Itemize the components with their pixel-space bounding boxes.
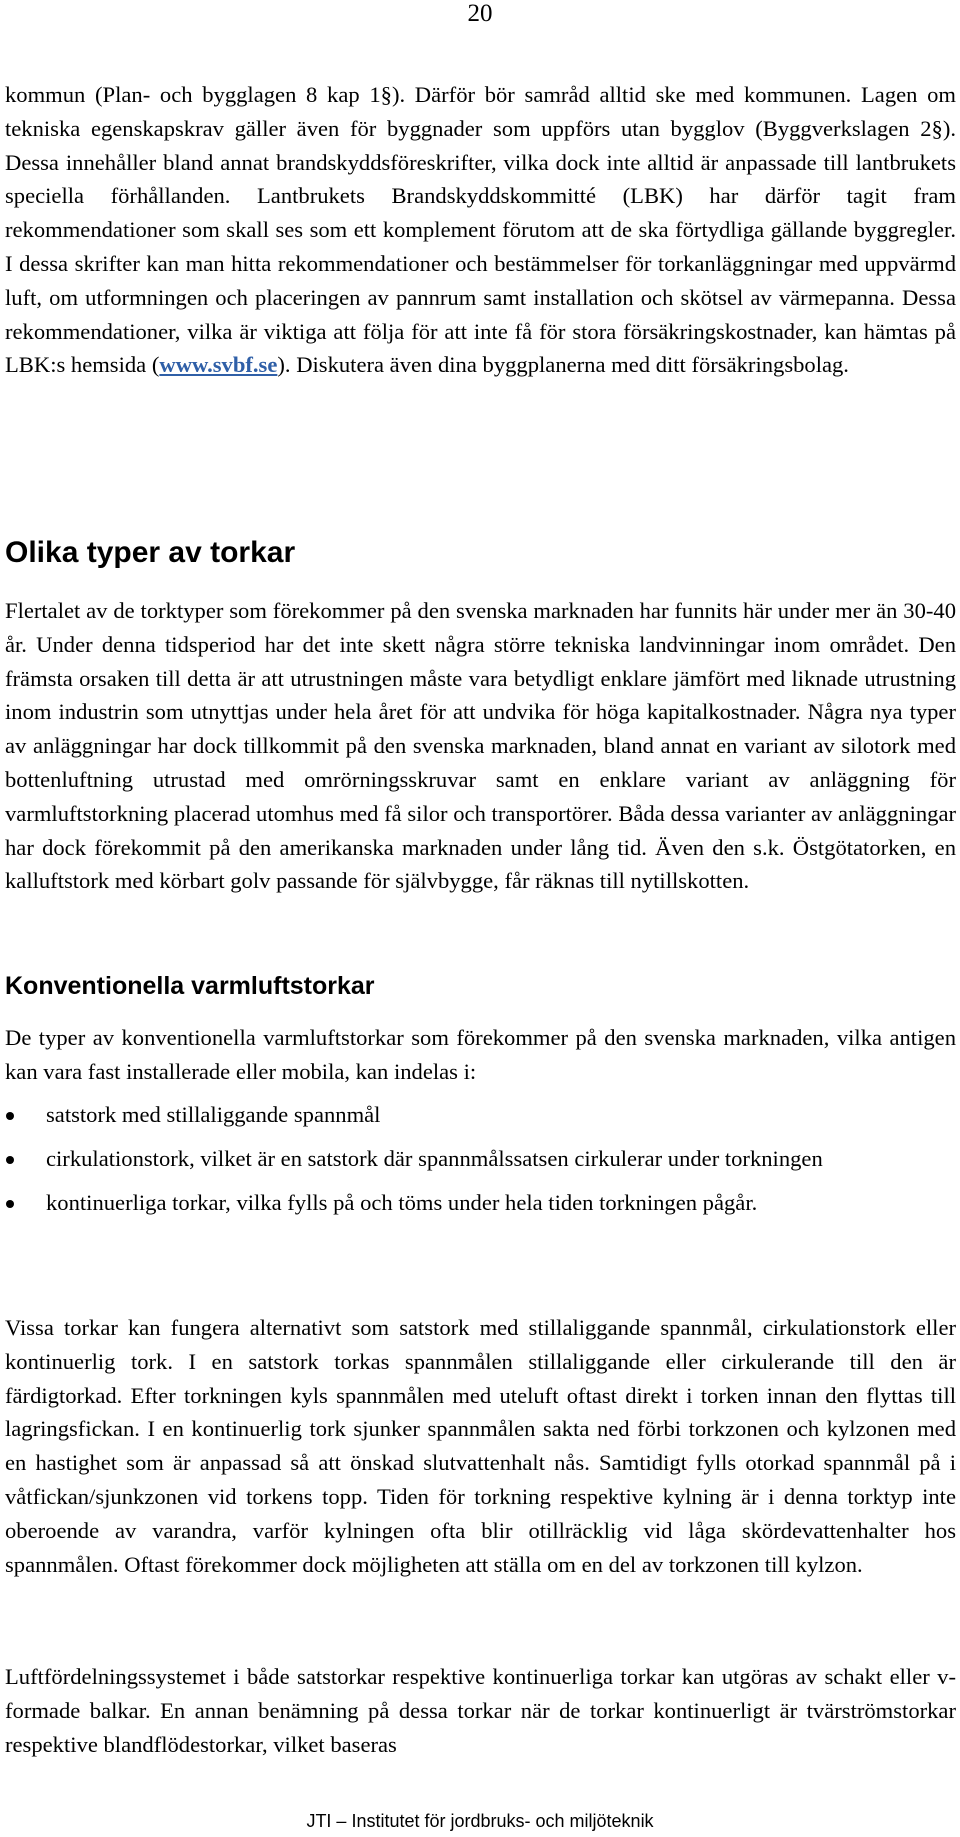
batch-continuous-paragraph: Vissa torkar kan fungera alternativt som satstork med stillaliggande spannmål, cirkulationstork eller kontinuerlig tork. I en satstork torkas spannmålen stillaliggande eller cirkulerande till den är färdigtorkad. Efter torkningen kyls spannmålen med uteluft oftast direkt i torken innan den flyttas till lagringsfickan. I en kontinuerlig tork sjunker spannmålen sakta ned förbi torkzonen och kylzonen med en hastighet som är anpassad så att önskad slutvattenhalt nås. Samtidigt fylls otorkad spannmål på i våtfickan/sjunkzonen vid torkens topp. Tiden för torkning respektive kylning är i denna torktyp inte oberoende av varandra, varför kylningen ofta blir otillräcklig vid låga skördevattenhalter hos spannmålen. Oftast förekommer dock möjligheten att ställa om en del av torkzonen till kylzon. bbox=[5, 1315, 956, 1577]
bullet-icon bbox=[6, 1112, 14, 1120]
list-item bbox=[5, 1186, 956, 1220]
air-distribution-paragraph: Luftfördelningssystemet i både satstorkar respektive kontinuerliga torkar kan utgöras av schakt eller v-formade balkar. En annan benämning på dessa torkar när de torkar kontinuerligt är tvärströmstorkar respektive blandflödestorkar, vilket baseras bbox=[5, 1664, 956, 1757]
list-item bbox=[5, 1142, 956, 1176]
list-item-text: satstork med stillaliggande spannmål bbox=[46, 1102, 381, 1127]
page-number: 20 bbox=[467, 0, 493, 27]
dryer-types-paragraph: Flertalet av de torktyper som förekommer på den svenska marknaden har funnits här under mer än 30-40 år. Under denna tidsperiod har det inte skett några större tekniska landvinningar inom området. Den främsta orsaken till detta är att utrustningen måste vara betydligt enklare jämfört med liknade utrustning inom industrin som utnyttjas under hela året för att undvika för höga kapitalkostnader. Några nya typer av anläggningar har dock tillkommit på den svenska marknaden, bland annat en variant av silotork med bottenluftning utrustad med omrörningsskruvar samt en enklare variant av anläggning för varmluftstorkning placerad utomhus med få silor och transportörer. Båda dessa varianter av anläggningar har dock förekommit på den amerikanska marknaden under lång tid. Även den s.k. Östgötatorken, en kalluftstork med körbart golv passande för självbygge, får räknas till nytillskotten. bbox=[5, 598, 956, 894]
bullet-icon bbox=[6, 1156, 14, 1164]
section-heading-conventional-dryers: Konventionella varmluftstorkar bbox=[5, 972, 375, 1000]
intro-text-before-link: kommun (Plan- och bygglagen 8 kap 1§). Därför bör samråd alltid ske med kommunen. Lagen om tekniska egenskapskrav gäller även för byggnader som uppförs utan bygglov (Byggverkslagen 2§). Dessa innehåller bland annat brandskyddsföreskrifter, vilka dock inte alltid är anpassade till lantbrukets speciella förhållanden. Lantbrukets Brandskyddskommitté (LBK) har därför tagit fram rekommendationer som skall ses som ett komplement förutom att de ska förtydliga gällande byggregler. I dessa skrifter kan man hitta rekommendationer och bestämmelser för torkanläggningar med uppvärmd luft, om utformningen och placeringen av pannrum samt installation och skötsel av värmepanna. Dessa rekommendationer, vilka är viktiga att följa för att inte få för stora försäkringskostnader, kan hämtas på LBK:s hemsida ( bbox=[5, 82, 956, 378]
page-footer: JTI – Institutet för jordbruks- och miljöteknik bbox=[306, 1811, 654, 1831]
section-heading-dryer-types: Olika typer av torkar bbox=[5, 536, 296, 569]
dryer-type-list bbox=[5, 1098, 956, 1229]
list-item-text: cirkulationstork, vilket är en satstork där spannmålssatsen cirkulerar under torkningen bbox=[46, 1145, 823, 1171]
list-item-text: kontinuerliga torkar, vilka fylls på och töms under hela tiden torkningen pågår. bbox=[46, 1189, 758, 1215]
conventional-dryers-intro: De typer av konventionella varmluftstorkar som förekommer på den svenska marknaden, vilka antigen kan vara fast installerade eller mobila, kan indelas i: bbox=[5, 1025, 956, 1084]
bullet-icon bbox=[6, 1200, 14, 1208]
intro-text-after-link: ). Diskutera även dina byggplanerna med ditt försäkringsbolag. bbox=[277, 352, 849, 378]
list-item bbox=[5, 1098, 956, 1132]
intro-paragraph bbox=[5, 78, 956, 382]
lbk-website-link[interactable]: www.svbf.se bbox=[159, 352, 278, 378]
